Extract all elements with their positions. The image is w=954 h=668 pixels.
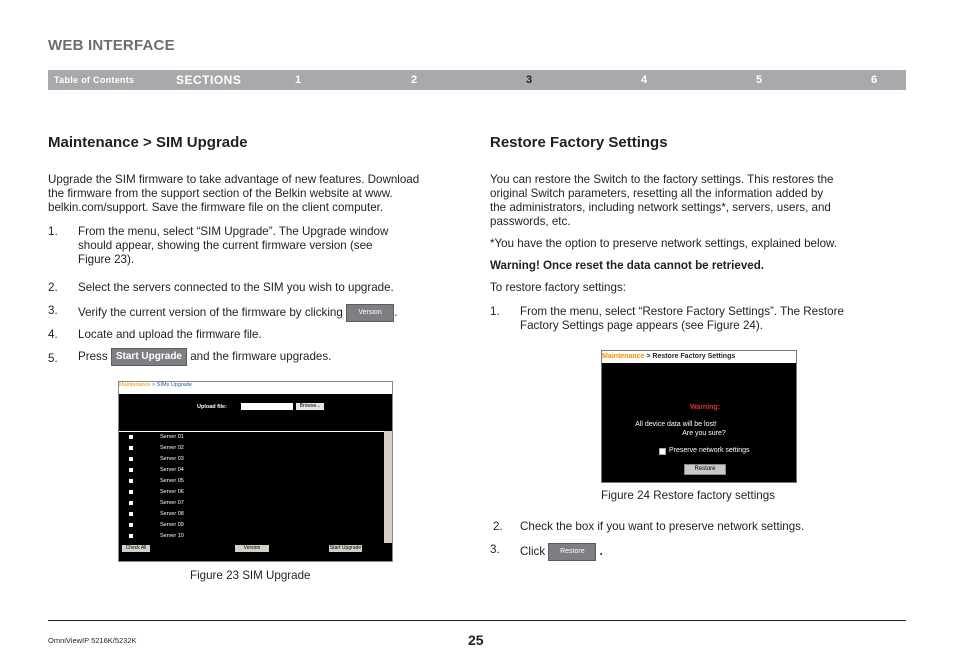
step-text: Locate and upload the firmware file. xyxy=(78,328,262,341)
step-3 xyxy=(48,304,468,322)
server-name: Server 05 xyxy=(160,478,184,484)
section-link-2[interactable]: 2 xyxy=(411,74,418,86)
restore-step-3 xyxy=(490,543,900,561)
section-link-5[interactable]: 5 xyxy=(756,74,763,86)
server-checkbox[interactable] xyxy=(129,523,133,527)
figure-24-screenshot xyxy=(601,350,797,483)
start-upgrade-button[interactable]: Start Upgrade xyxy=(329,545,362,551)
version-button-inline[interactable]: Version xyxy=(346,304,394,322)
step-number: 1. xyxy=(490,305,500,318)
step-number: 1. xyxy=(48,225,58,238)
crumb-maintenance: Maintenance xyxy=(119,382,151,388)
section-link-4[interactable]: 4 xyxy=(641,74,648,86)
product-name: OmniViewIP 5216K/5232K xyxy=(48,636,137,645)
server-checkbox[interactable] xyxy=(129,468,133,472)
section-link-3[interactable]: 3 xyxy=(526,74,533,86)
intro-line: Upgrade the SIM firmware to take advantage of new features. Download xyxy=(48,173,420,186)
intro-line: the firmware from the support section of the Belkin website at www. xyxy=(48,187,393,200)
server-name: Server 02 xyxy=(160,445,184,451)
crumb-sims-upgrade: > SIMs Upgrade xyxy=(150,382,192,388)
step-number: 5. xyxy=(48,352,58,365)
page-number: 25 xyxy=(468,632,484,648)
server-checkbox[interactable] xyxy=(129,435,133,439)
step-text: Verify the current version of the firmware by clicking xyxy=(78,306,343,320)
server-checkbox[interactable] xyxy=(129,457,133,461)
server-checkbox[interactable] xyxy=(129,479,133,483)
preserve-network-label: Preserve network settings xyxy=(669,447,750,454)
step-text: Check the box if you want to preserve network settings. xyxy=(520,520,805,533)
warning-text: Warning! Once reset the data cannot be retrieved. xyxy=(490,259,765,272)
dialog-message-2: Are you sure? xyxy=(682,430,726,437)
step-number: 3. xyxy=(490,543,500,556)
step-line: From the menu, select “SIM Upgrade”. The Upgrade window xyxy=(78,225,389,238)
sections-label: SECTIONS xyxy=(176,73,242,87)
restore-heading: Restore Factory Settings xyxy=(490,134,668,151)
restore-step-1 xyxy=(490,305,900,335)
server-checkbox[interactable] xyxy=(129,501,133,505)
restore-button-inline[interactable]: Restore xyxy=(548,543,596,561)
server-name: Server 06 xyxy=(160,489,184,495)
server-checkbox[interactable] xyxy=(129,490,133,494)
intro-line: passwords, etc. xyxy=(490,215,571,228)
intro-line: original Switch parameters, resetting all the information added by xyxy=(490,187,824,200)
step-4 xyxy=(48,328,468,344)
server-checkbox[interactable] xyxy=(129,446,133,450)
step-number: 3. xyxy=(48,304,58,317)
step-line: should appear, showing the current firmware version (see xyxy=(78,239,373,252)
toc-link[interactable]: Table of Contents xyxy=(54,75,135,85)
step-text: Click xyxy=(520,545,546,559)
server-name: Server 04 xyxy=(160,467,184,473)
upload-file-input[interactable] xyxy=(241,403,293,410)
step-text-end: and the firmware upgrades. xyxy=(190,350,332,364)
server-name: Server 07 xyxy=(160,500,184,506)
step-2 xyxy=(48,281,468,297)
check-all-button[interactable]: Check All xyxy=(122,545,150,552)
server-list xyxy=(119,431,384,544)
step-text: Press xyxy=(78,350,108,364)
figure-23-screenshot xyxy=(118,381,393,562)
step-line: From the menu, select “Restore Factory Settings”. The Restore xyxy=(520,305,844,318)
sim-upgrade-heading: Maintenance > SIM Upgrade xyxy=(48,134,248,151)
step-5 xyxy=(48,350,468,368)
server-checkbox[interactable] xyxy=(129,512,133,516)
restore-intro xyxy=(490,173,900,229)
server-name: Server 10 xyxy=(160,533,184,539)
intro-line: You can restore the Switch to the factory settings. This restores the xyxy=(490,173,834,186)
step-1 xyxy=(48,225,468,269)
browse-button[interactable]: Browse... xyxy=(296,403,324,410)
step-text-end: . xyxy=(394,306,398,320)
section-nav-bar xyxy=(48,70,906,90)
sim-upgrade-intro xyxy=(48,173,468,215)
intro-line: belkin.com/support. Save the firmware file on the client computer. xyxy=(48,201,384,214)
section-link-6[interactable]: 6 xyxy=(871,74,878,86)
footer-rule xyxy=(48,620,906,621)
figure-23-caption: Figure 23 SIM Upgrade xyxy=(190,569,311,582)
section-header: WEB INTERFACE xyxy=(48,37,175,54)
step-text-end: . xyxy=(599,545,603,559)
start-upgrade-button-inline[interactable]: Start Upgrade xyxy=(111,348,187,366)
server-name: Server 08 xyxy=(160,511,184,517)
figure-breadcrumb xyxy=(602,351,796,363)
restore-step-2 xyxy=(493,520,903,536)
server-name: Server 01 xyxy=(160,434,184,440)
version-button[interactable]: Version xyxy=(235,545,269,552)
figure-breadcrumb xyxy=(119,382,392,394)
step-line: Factory Settings page appears (see Figure 24). xyxy=(520,319,763,332)
step-number: 2. xyxy=(493,520,503,533)
figure-24-caption: Figure 24 Restore factory settings xyxy=(601,489,775,502)
upload-file-label: Upload file: xyxy=(197,404,227,410)
server-checkbox[interactable] xyxy=(129,534,133,538)
step-line: Figure 23). xyxy=(78,253,135,266)
server-list-scrollbar[interactable] xyxy=(384,431,392,543)
crumb-restore: > Restore Factory Settings xyxy=(644,353,736,360)
server-name: Server 03 xyxy=(160,456,184,462)
preserve-note: *You have the option to preserve network settings, explained below. xyxy=(490,237,837,250)
step-text: Select the servers connected to the SIM you wish to upgrade. xyxy=(78,281,394,294)
dialog-message-1: All device data will be lost! xyxy=(635,421,717,428)
step-number: 4. xyxy=(48,328,58,341)
section-link-1[interactable]: 1 xyxy=(295,74,302,86)
step-number: 2. xyxy=(48,281,58,294)
restore-lead: To restore factory settings: xyxy=(490,281,626,294)
crumb-maintenance: Maintenance xyxy=(602,353,645,360)
restore-button[interactable]: Restore xyxy=(684,464,726,475)
server-name: Server 09 xyxy=(160,522,184,528)
preserve-network-checkbox[interactable] xyxy=(659,448,666,455)
intro-line: the administrators, including network settings*, servers, users, and xyxy=(490,201,831,214)
dialog-warning-title: Warning: xyxy=(689,404,721,411)
